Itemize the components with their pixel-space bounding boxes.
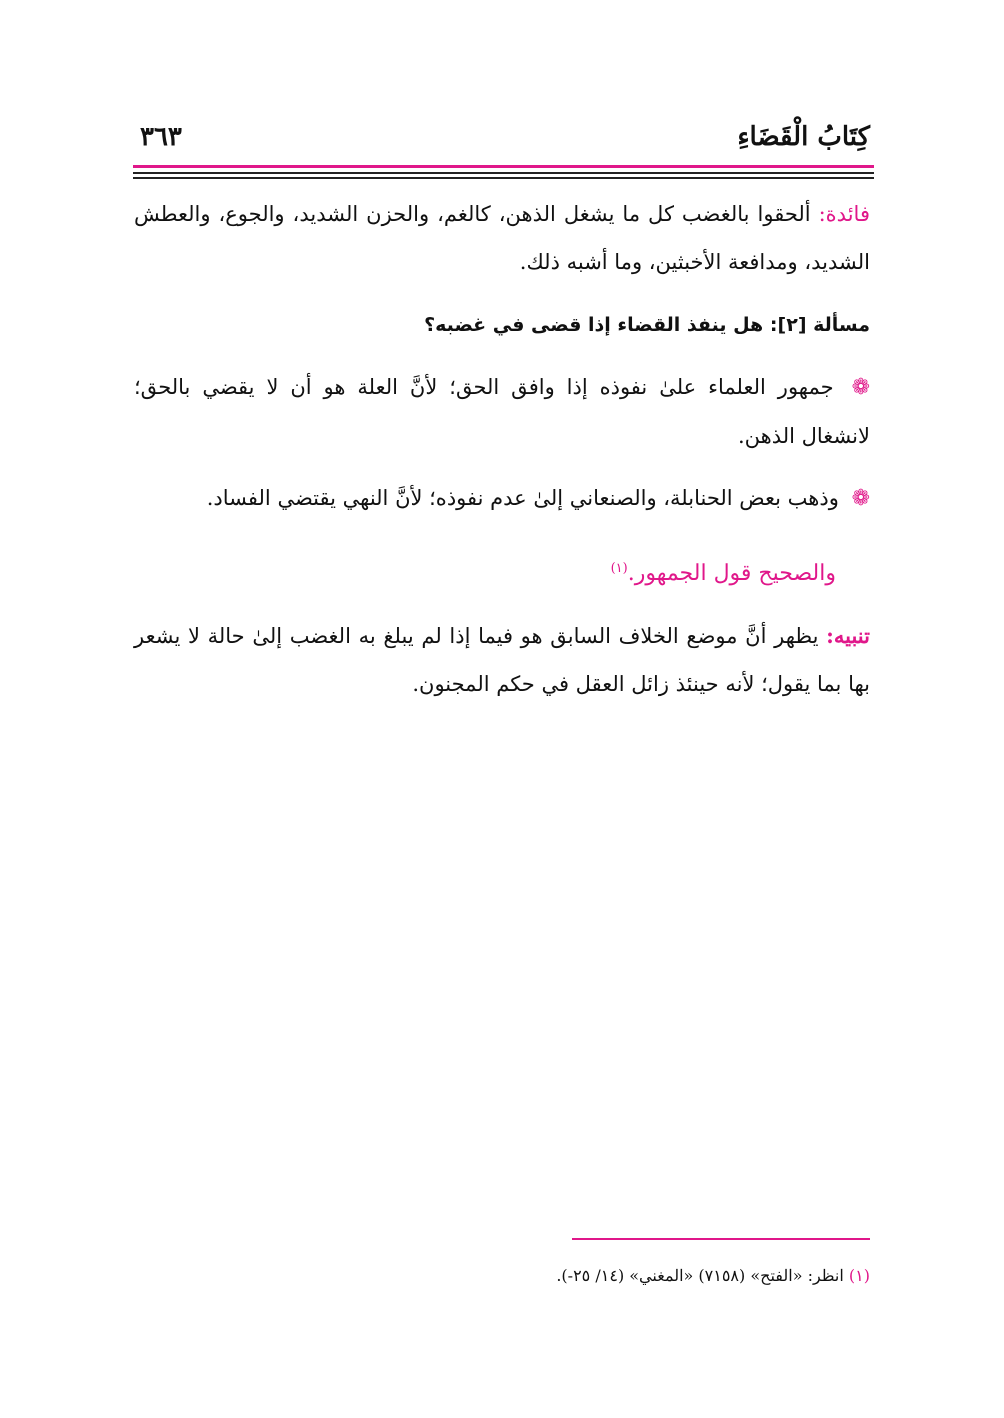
conclusion-line	[134, 545, 870, 598]
tanbih-text: يظهر أنَّ موضع الخلاف السابق هو فيما إذا لم يبلغ به الغضب إلىٰ حالة لا يشعر بها بما يقول؛ لأنه حينئذ زائل العقل في حكم المجنون.	[134, 624, 870, 696]
point-hanbali-text: وذهب بعض الحنابلة، والصنعاني إلىٰ عدم نفوذه؛ لأنَّ النهي يقتضي الفساد.	[206, 486, 839, 510]
header-rule-pink	[133, 165, 874, 168]
masala-question: هل ينفذ القضاء إذا قضى في غضبه؟	[424, 314, 764, 336]
point-hanbali	[134, 474, 870, 523]
footnote	[134, 1266, 870, 1285]
page-number: ٣٦٣	[140, 122, 182, 152]
tanbih-paragraph	[134, 612, 870, 708]
masala-heading	[134, 300, 870, 349]
main-text	[134, 190, 870, 708]
point-majority	[134, 363, 870, 460]
point-majority-text: جمهور العلماء علىٰ نفوذه إذا وافق الحق؛ لأنَّ العلة هو أن لا يقضي بالحق؛ لانشغال الذهن.	[134, 375, 870, 448]
flower-icon: ❁	[851, 375, 870, 400]
footnote-text: انظر: «الفتح» (٧١٥٨) «المغني» (١٤/ ٢٥-).	[556, 1266, 844, 1285]
footnote-reference[interactable]: (١)	[610, 561, 628, 576]
faida-text: ألحقوا بالغضب كل ما يشغل الذهن، كالغم، والحزن الشديد، والجوع، والعطش الشديد، ومدافعة الأخبثين، وما أشبه ذلك.	[134, 202, 870, 274]
faida-label: فائدة:	[818, 202, 870, 226]
footnote-number: (١)	[848, 1266, 870, 1285]
header-rule-bottom	[133, 177, 874, 179]
flower-icon: ❁	[851, 486, 870, 511]
tanbih-label: تنبيه:	[826, 623, 870, 648]
book-title: كِتَابُ الْقَضَاءِ	[737, 122, 870, 152]
conclusion-text: والصحيح قول الجمهور.	[627, 561, 836, 586]
header-rule-top	[133, 172, 874, 174]
page-header	[140, 118, 870, 162]
footnote-separator	[572, 1238, 870, 1240]
faida-paragraph	[134, 190, 870, 286]
masala-label: مسألة [٢]:	[769, 314, 870, 336]
